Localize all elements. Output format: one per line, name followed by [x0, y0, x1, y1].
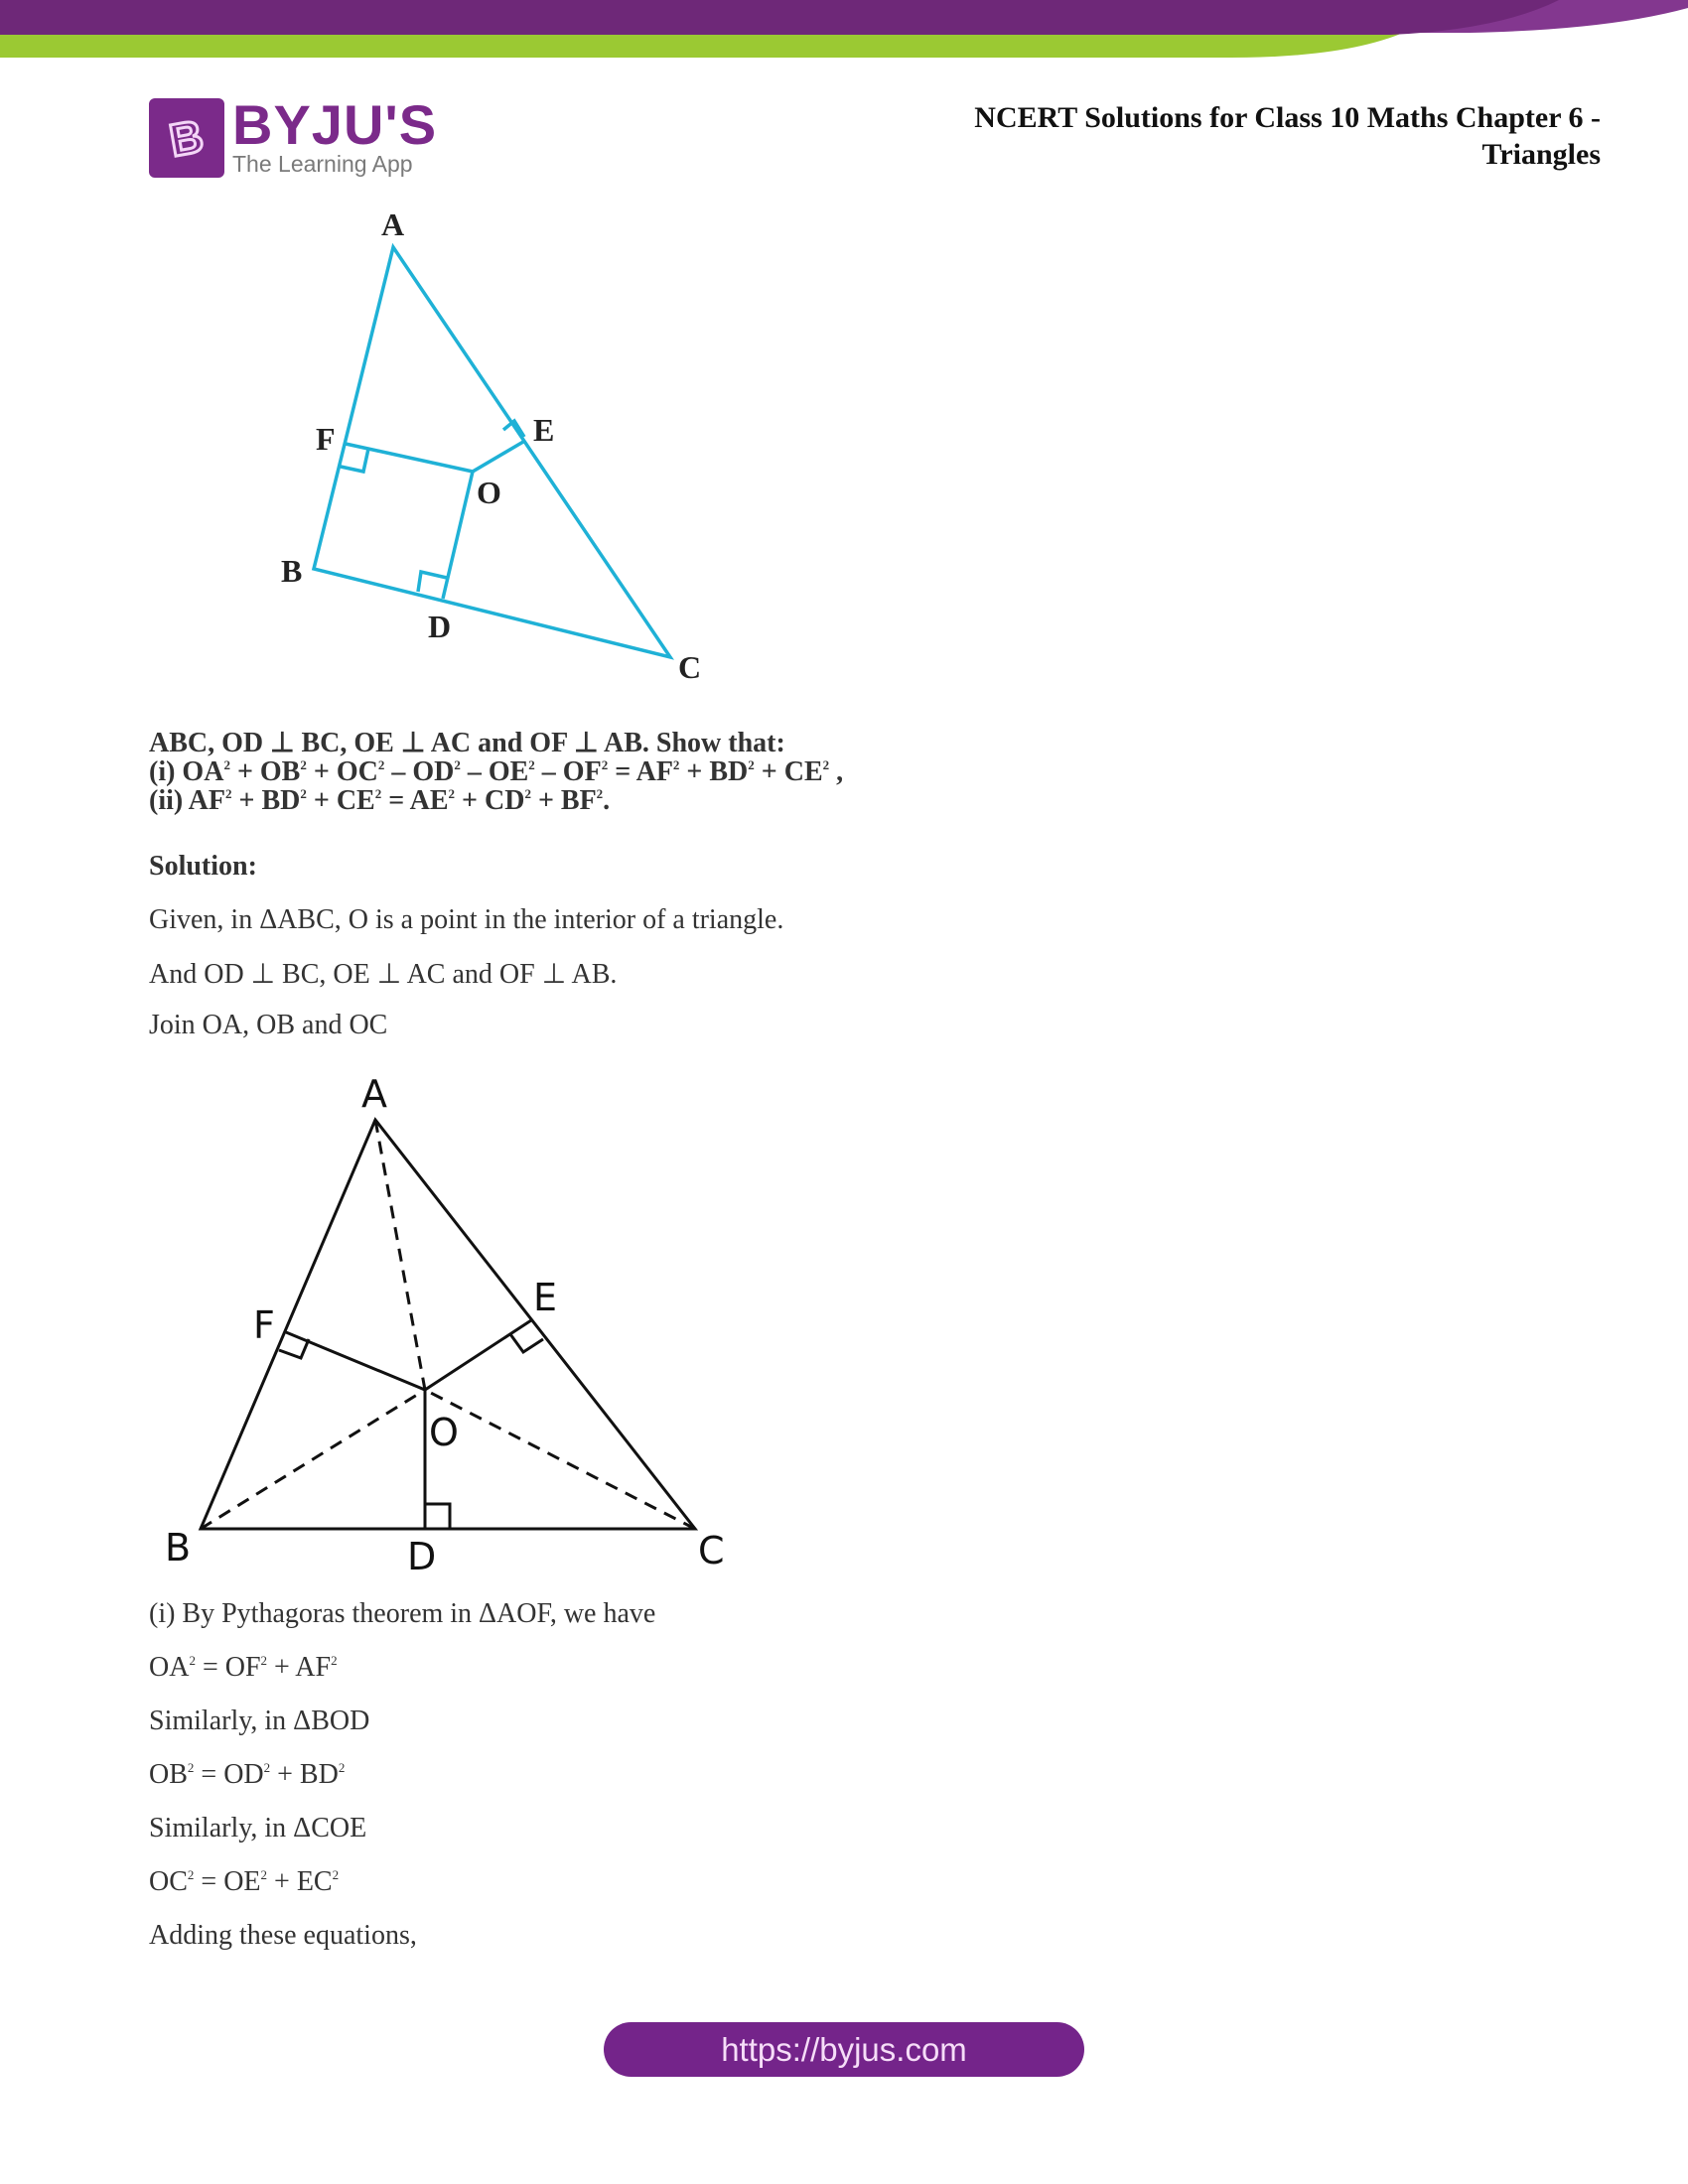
equation-oa: $OA^2 = OF^2 + AF^2$ [149, 1652, 338, 1683]
logo-b-icon: B [149, 98, 224, 178]
label-e2: E [533, 1276, 558, 1319]
logo-tagline: The Learning App [232, 151, 413, 177]
document-title: NCERT Solutions for Class 10 Maths Chapter 6 - Triangles [974, 101, 1601, 171]
similarly-coe: Similarly, in ΔCOE [149, 1813, 367, 1843]
question-part-ii: (ii) $AF^2 + BD^2 + CE^2 = AE^2 + CD^2 + BF^2$. [149, 785, 611, 816]
footer-url-text: https://byjus.com [721, 2030, 967, 2068]
label-c: C [678, 649, 702, 685]
label-f2: F [253, 1303, 275, 1347]
label-f: F [316, 421, 336, 457]
solution-heading: Solution: [149, 851, 257, 882]
similarly-bod: Similarly, in ΔBOD [149, 1706, 370, 1736]
label-b: B [281, 553, 303, 589]
question-line-1: ABC, OD ⊥ BC, OE ⊥ AC and OF ⊥ AB. Show that: [149, 728, 785, 758]
logo-brand: BYJU'S [232, 93, 438, 156]
solution-perpendiculars: And OD ⊥ BC, OE ⊥ AC and OF ⊥ AB. [149, 959, 618, 990]
question-part-i: (i) $OA^2 + OB^2 + OC^2 - OD^2 - OE^2 - OF^2 = AF^2 + BD^2 + CE^2$ , [149, 756, 844, 787]
adding-equations: Adding these equations, [149, 1920, 417, 1951]
equation-oc: $OC^2 = OE^2 + EC^2$ [149, 1866, 340, 1897]
step-pythagoras-aof: (i) By Pythagoras theorem in ΔAOF, we have [149, 1598, 656, 1629]
label-o2: O [429, 1411, 459, 1454]
label-d: D [428, 609, 452, 644]
label-c2: C [698, 1529, 725, 1572]
label-e: E [533, 412, 555, 448]
solution-join: Join OA, OB and OC [149, 1010, 388, 1040]
label-a: A [381, 206, 405, 242]
footer-url-link[interactable] [604, 2022, 1084, 2077]
label-b2: B [165, 1526, 192, 1570]
label-d2: D [407, 1535, 437, 1578]
solution-given: Given, in ΔABC, O is a point in the interior of a triangle. [149, 904, 784, 935]
label-a2: A [361, 1072, 387, 1116]
label-o: O [477, 475, 501, 510]
equation-ob: $OB^2 = OD^2 + BD^2$ [149, 1759, 346, 1790]
